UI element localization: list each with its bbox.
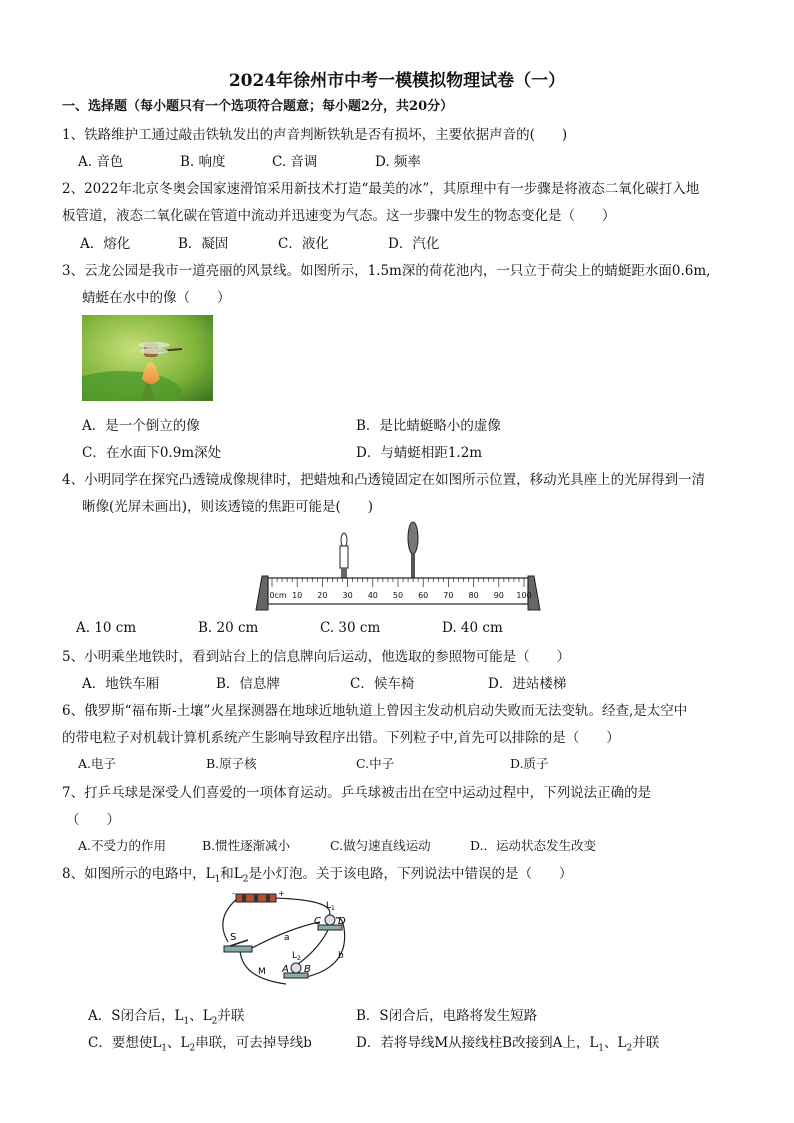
wire-b-label: b xyxy=(338,951,344,961)
q2-option-d: D．汽化 xyxy=(388,236,440,252)
question-6-stem-line1: 6、俄罗斯“福布斯-土壤”火星探测器在地球近地轨道上曾因主发动机启动失败而无法变轨。经查,是太空中 xyxy=(62,703,688,719)
q5-option-a: A．地铁车厢 xyxy=(82,676,160,692)
question-5-stem: 5、小明乘坐地铁时，看到站台上的信息牌向后运动，他选取的参照物可能是（ ） xyxy=(62,649,571,665)
switch-label: S xyxy=(230,932,237,943)
ruler-label: 50 xyxy=(392,591,404,600)
question-1-stem: 1、铁路维护工通过敲击铁轨发出的声音判断铁轨是否有损坏，主要依据声音的( ) xyxy=(62,127,568,143)
question-3-stem-line1: 3、云龙公园是我市一道亮丽的风景线。如图所示，1.5m深的荷花池内，一只立于荷尖上的蜻蜓距水面0.6m, xyxy=(62,263,711,279)
ruler-label: 100 xyxy=(516,591,532,600)
q4-option-a: A. 10 cm xyxy=(76,620,137,636)
question-4-stem-line1: 4、小明同学在探究凸透镜成像规律时，把蜡烛和凸透镜固定在如图所示位置，移动光具座上的光屏得到一清 xyxy=(62,472,706,488)
q6-option-c: C.中子 xyxy=(356,756,395,771)
question-7-stem-line1: 7、打乒乓球是深受人们喜爱的一项体育运动。乒乓球被击出在空中运动过程中，下列说法正确的是 xyxy=(62,785,652,801)
ruler-label: 90 xyxy=(493,591,504,600)
question-2-stem-line1: 2、2022年北京冬奥会国家速滑馆采用新技术打造“最美的冰”，其原理中有一步骤是将液态二氧化碳打入地 xyxy=(62,181,700,197)
ruler-label: 80 xyxy=(468,591,479,600)
circuit-diagram xyxy=(210,888,360,992)
question-4-stem-line2: 晰像(光屏未画出)，则该透镜的焦距可能是( ) xyxy=(82,499,374,515)
q3-option-b: B．是比蜻蜓略小的虚像 xyxy=(356,418,501,434)
q1-option-a: A. 音色 xyxy=(78,154,124,170)
q5-option-c: C．候车椅 xyxy=(350,676,415,692)
q3-option-c: C．在水面下0.9m深处 xyxy=(82,445,222,461)
q3-option-d: D．与蜻蜓相距1.2m xyxy=(356,445,483,461)
question-8-stem: 8、如图所示的电路中，$L_1$和$L_2$是小灯泡。关于该电路，下列说法中错误的是（ ） xyxy=(62,866,573,885)
q6-option-b: B.原子核 xyxy=(206,756,257,771)
terminal-d-label: D xyxy=(338,916,346,927)
bulb-l2-label: $L_2$ xyxy=(292,951,301,962)
q7-option-d: D.．运动状态发生改变 xyxy=(470,838,597,853)
q8-option-d: D．若将导线M从接线柱B改接到A上，$L_1$、$L_2$并联 xyxy=(356,1035,660,1054)
q4-option-d: D. 40 cm xyxy=(442,620,503,636)
question-2-stem-line2: 板管道，液态二氧化碳在管道中流动并迅速变为气态。这一步骤中发生的物态变化是（ ） xyxy=(62,208,616,224)
q6-option-d: D.质子 xyxy=(510,756,549,771)
ruler-label: 30 xyxy=(342,591,353,600)
wire-a-label: a xyxy=(284,933,290,943)
question-3-stem-line2: 蜻蜓在水中的像（ ） xyxy=(82,290,231,306)
q8-option-b: B．S闭合后，电路将发生短路 xyxy=(356,1008,538,1024)
q1-option-d: D. 频率 xyxy=(375,154,421,170)
battery-minus-label: - xyxy=(232,889,235,898)
ruler-label: 10 xyxy=(292,591,303,600)
question-7-stem-line2: （ ） xyxy=(66,812,120,828)
ruler-label: 70 xyxy=(443,591,454,600)
convex-lens xyxy=(408,522,418,578)
terminal-b-label: B xyxy=(304,964,311,975)
bulb-l2-icon xyxy=(291,963,301,973)
q4-option-b: B. 20 cm xyxy=(198,620,259,636)
ruler-label: 60 xyxy=(418,591,429,600)
battery-plus-label: + xyxy=(278,889,285,898)
switch-icon xyxy=(224,946,252,952)
wire-m-label: M xyxy=(258,967,266,977)
terminal-a-label: A xyxy=(282,964,289,975)
q3-option-a: A．是一个倒立的像 xyxy=(82,418,200,434)
q2-option-a: A．熔化 xyxy=(80,236,131,252)
ruler-label: 20 xyxy=(317,591,328,600)
q1-option-c: C. 音调 xyxy=(272,154,318,170)
q5-option-b: B．信息牌 xyxy=(216,676,280,692)
q4-option-c: C. 30 cm xyxy=(320,620,381,636)
q1-option-b: B. 响度 xyxy=(180,154,226,170)
bulb-l1-label: $L_1$ xyxy=(326,901,335,912)
q7-option-c: C.做匀速直线运动 xyxy=(330,838,431,853)
q7-option-a: A.不受力的作用 xyxy=(78,838,167,853)
question-6-stem-line2: 的带电粒子对机载计算机系统产生影响导致程序出错。下列粒子中,首先可以排除的是（ ） xyxy=(62,730,620,746)
q2-option-c: C．液化 xyxy=(278,236,329,252)
ruler-label: 0cm xyxy=(269,591,287,600)
bulb-l1-icon xyxy=(325,915,335,925)
optical-bench-diagram xyxy=(248,518,548,614)
candle xyxy=(340,533,348,578)
q5-option-d: D．进站楼梯 xyxy=(488,676,567,692)
q6-option-a: A.电子 xyxy=(78,756,117,771)
q8-option-c: C．要想使$L_1$、$L_2$串联，可去掉导线b xyxy=(88,1035,312,1054)
terminal-c-label: C xyxy=(314,916,321,927)
q8-option-a: A．S闭合后，$L_1$、$L_2$并联 xyxy=(88,1008,245,1027)
section-heading: 一、选择题（每小题只有一个选项符合题意；每小题2分，共20分） xyxy=(62,99,454,114)
dragonfly-lotus-photo xyxy=(82,315,213,401)
q7-option-b: B.惯性逐渐减小 xyxy=(202,838,291,853)
ruler-label: 40 xyxy=(367,591,378,600)
q2-option-b: B．凝固 xyxy=(178,236,229,252)
page-title: 2024年徐州市中考一模模拟物理试卷（一） xyxy=(228,71,566,91)
